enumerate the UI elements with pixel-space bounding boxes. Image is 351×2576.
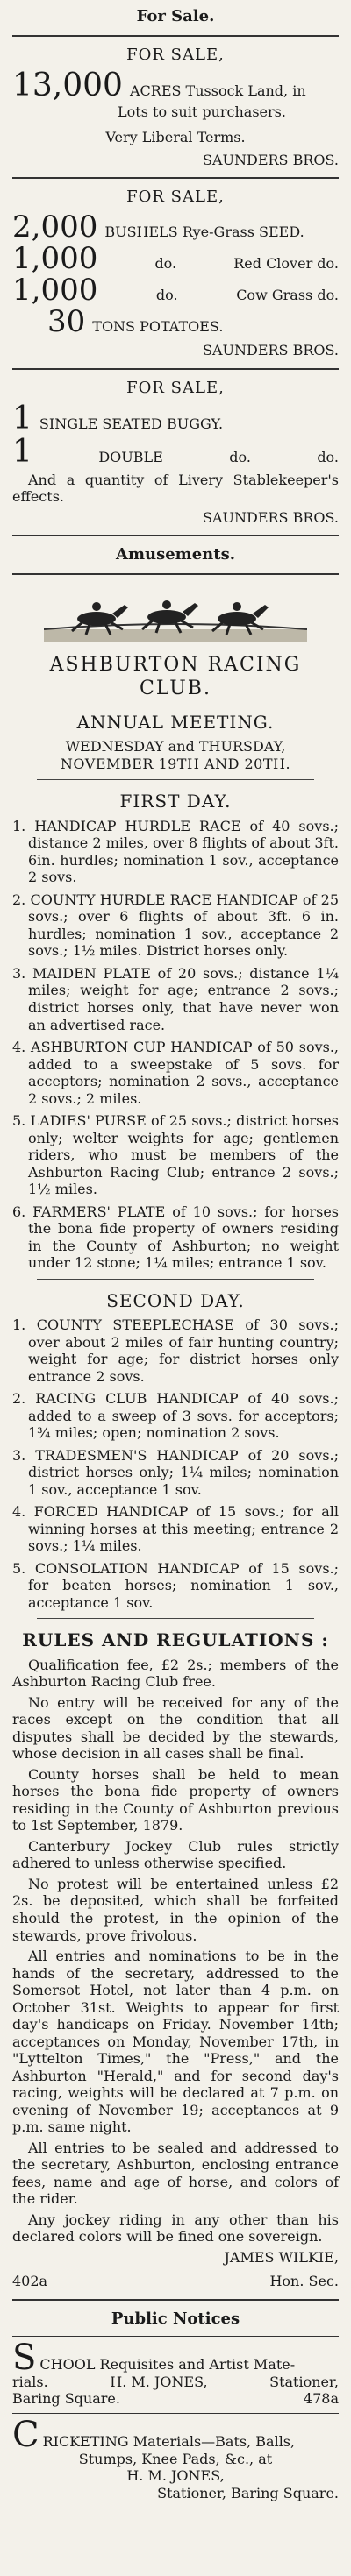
ad-tussock-land (12, 46, 339, 169)
rule-paragraph: All entries to be sealed and addressed to the secretary, Ashburton, enclosing entrance fees, name and age of horse, and colors of the rider. (12, 2139, 339, 2208)
ad-text: SINGLE SEATED BUGGY. (39, 415, 224, 432)
rule-paragraph: Any jockey riding in any other than his declared colors will be fined one sovereign. (12, 2211, 339, 2246)
ad-reference: 478a (303, 2390, 339, 2408)
race-entry: 3. MAIDEN PLATE of 20 sovs.; distance 1¼ miles; weight for age; entrance 2 sovs.; district horses only, that have never won an advertised race. (12, 964, 339, 1033)
notice-text: H. M. JONES, (110, 2373, 208, 2390)
notice-text: Baring Square. (12, 2390, 120, 2408)
ad-reference: 402a (12, 2273, 48, 2290)
ad-row (12, 209, 339, 245)
ad-buggy (12, 379, 339, 527)
horse-race-illustration (44, 584, 307, 645)
ad-quantity: 1 (12, 400, 32, 436)
divider (12, 368, 339, 370)
race-entry: 2. RACING CLUB HANDICAP of 40 sovs.; added to a sweep of 3 sovs. for acceptors; 1¾ miles; open; nomination 2 sovs. (12, 1390, 339, 1442)
race-entry: 2. COUNTY HURDLE RACE HANDICAP of 25 sovs.; over 6 flights of about 3ft. 6 in. hurdles; nomination 1 sov., acceptance 2 sovs.; 1½ miles. District horses only. (12, 891, 339, 960)
notice-text: CHOOL Requisites and Artist Mate- (39, 2355, 296, 2373)
ad-text: Red Clover do. (233, 255, 339, 273)
race-entry: 5. CONSOLATION HANDICAP of 15 sovs.; for beaten horses; nomination 1 sov., acceptance 1 sov. (12, 1559, 339, 1611)
ad-seller: SAUNDERS BROS. (203, 342, 339, 359)
race-entry: 1. HANDICAP HURDLE RACE of 40 sovs.; distance 2 miles, over 8 flights of about 3ft. 6in. hurdles; nomination 1 sov., acceptance 2 sovs. (12, 817, 339, 886)
club-title: ASHBURTON RACING CLUB. (49, 654, 302, 700)
second-day-heading: SECOND DAY. (106, 1289, 245, 1311)
ad-text: do. (155, 287, 178, 304)
rule-paragraph: No protest will be entertained unless £2 2s. be deposited, which shall be forfeited should the protest, in the opinion of the stewards, prove frivolous. (12, 1875, 339, 1944)
notice-line (12, 2414, 339, 2455)
notice-text: Stationer, (269, 2373, 339, 2390)
ad-text: do. (317, 448, 339, 465)
drop-cap: C (12, 2414, 39, 2455)
rule-paragraph: Qualification fee, £2 2s.; members of the Ashburton Racing Club free. (12, 1656, 339, 1691)
notice-text: rials. (12, 2373, 48, 2390)
ad-title: FOR SALE, (126, 378, 225, 397)
first-day-race-list (12, 818, 339, 1272)
rule-paragraph: No entry will be received for any of the races except on the condition that all disputes shall be decided by the stewards, whose decision in all cases shall be final. (12, 1693, 339, 1763)
section-heading-for-sale: For Sale. (136, 7, 215, 25)
ad-row (12, 67, 339, 103)
notice-line (12, 2390, 339, 2408)
ad-row (12, 433, 339, 470)
divider (12, 2299, 339, 2301)
ad-text: ACRES Tussock Land, in (129, 82, 306, 99)
notice-cricketing-materials (12, 2413, 339, 2508)
ad-title: FOR SALE, (126, 188, 225, 207)
ad-terms: Very Liberal Terms. (105, 129, 246, 146)
meeting-dates: NOVEMBER 19TH AND 20TH. (60, 755, 291, 772)
ad-title: FOR SALE, (126, 45, 225, 64)
ad-text: do. (154, 255, 177, 273)
ad-text: BUSHELS Rye-Grass SEED. (104, 224, 304, 241)
ad-ashburton-racing-club (12, 584, 339, 2289)
divider (12, 535, 339, 536)
race-entry: 6. FARMERS' PLATE of 10 sovs.; for horses the bona fide property of owners residing in the County of Ashburton; no weight under 12 stone; 1¼ miles; entrance 1 sov. (12, 1203, 339, 1272)
rule-paragraph: All entries and nominations to be in the hands of the secretary, addressed to the Somersot Hotel, not later than 4 p.m. on October 31st. Weights to appear for first day's handicaps on Friday. November 14th; acceptances on Monday, November 17th, in "Lyttelton Times," the "Press," and the Ashburton "Herald," and for second day's racing, weights will be declared at 7 p.m. on evening of November 19; acceptances at 9 p.m. same night. (12, 1948, 339, 2136)
ad-quantity: 1,000 (12, 241, 98, 277)
rule-paragraph: Canterbury Jockey Club rules strictly adhered to unless otherwise specified. (12, 1837, 339, 1872)
race-entry: 1. COUNTY STEEPLECHASE of 30 sovs.; over about 2 miles of fair hunting country; weight for age; for district horses only entrance 2 sovs. (12, 1316, 339, 1385)
section-heading-public-notices: Public Notices (111, 2309, 240, 2328)
ad-quantity: 1,000 (12, 273, 98, 309)
notice-school-requisites (12, 2336, 339, 2413)
drop-cap: S (12, 2337, 37, 2378)
race-entry: 4. ASHBURTON CUP HANDICAP of 50 sovs., added to a sweepstake of 5 sovs. for acceptors; nomination 2 sovs., acceptance 2 sovs.; 2 miles. (12, 1039, 339, 1107)
ad-text: Cow Grass do. (236, 287, 339, 304)
signatory-title: Hon. Sec. (269, 2273, 339, 2290)
ad-text: And a quantity of Livery Stablekeeper's effects. (12, 471, 339, 506)
ad-seed-potatoes (12, 188, 339, 358)
ad-row (12, 400, 339, 436)
first-day-heading: FIRST DAY. (119, 791, 232, 813)
divider (37, 1279, 314, 1280)
notice-text: Stationer, Baring Square. (157, 2484, 339, 2501)
race-entry: 4. FORCED HANDICAP of 15 sovs.; for all winning horses at this meeting; entrance 2 sovs.; 1¼ miles. (12, 1503, 339, 1555)
ad-quantity: 13,000 (12, 67, 123, 103)
notice-text: H. M. JONES, (126, 2467, 225, 2485)
race-entry: 5. LADIES' PURSE of 25 sovs.; district horses only; welter weights for age; gentlemen riders, who must be members of the Ashburton Racing Club; entrance 2 sovs.; 1½ miles. (12, 1112, 339, 1198)
notice-line (12, 2337, 339, 2378)
meeting-dates: WEDNESDAY and THURSDAY, (65, 738, 286, 756)
divider (37, 779, 314, 780)
ad-row (12, 241, 339, 277)
rule-paragraph: County horses shall be held to mean horses the bona fide property of owners residing in the County of Ashburton previous to 1st September, 1879. (12, 1765, 339, 1834)
ad-quantity: 30 (47, 304, 86, 340)
ad-text: do. (229, 448, 251, 465)
ad-text: Lots to suit purchasers. (118, 103, 286, 120)
section-heading-amusements: Amusements. (116, 545, 235, 564)
ad-quantity: 1 (12, 433, 32, 470)
rules-heading: RULES AND REGULATIONS : (22, 1629, 329, 1651)
ad-row (12, 304, 339, 340)
ad-seller: SAUNDERS BROS. (203, 508, 339, 526)
notice-line (12, 2374, 339, 2391)
second-day-race-list (12, 1316, 339, 1611)
notice-text: RICKETING Materials—Bats, Balls, (42, 2432, 296, 2450)
ad-row (12, 273, 339, 309)
divider (12, 35, 339, 37)
divider (12, 177, 339, 179)
ad-quantity: 2,000 (12, 209, 98, 245)
race-entry: 3. TRADESMEN'S HANDICAP of 20 sovs.; district horses only; 1¼ miles; nomination 1 sov., acceptance 1 sov. (12, 1446, 339, 1498)
signatory-name: JAMES WILKIE, (224, 2248, 339, 2266)
meeting-title: ANNUAL MEETING. (76, 712, 275, 734)
divider (37, 1618, 314, 1619)
notice-text: Stumps, Knee Pads, &c., at (78, 2450, 273, 2467)
ad-text: TONS POTATOES. (92, 318, 224, 336)
ad-seller: SAUNDERS BROS. (203, 151, 339, 168)
ad-text: DOUBLE (98, 448, 163, 465)
divider (12, 573, 339, 575)
signature-row (12, 2273, 339, 2290)
rules-list (12, 1657, 339, 2246)
